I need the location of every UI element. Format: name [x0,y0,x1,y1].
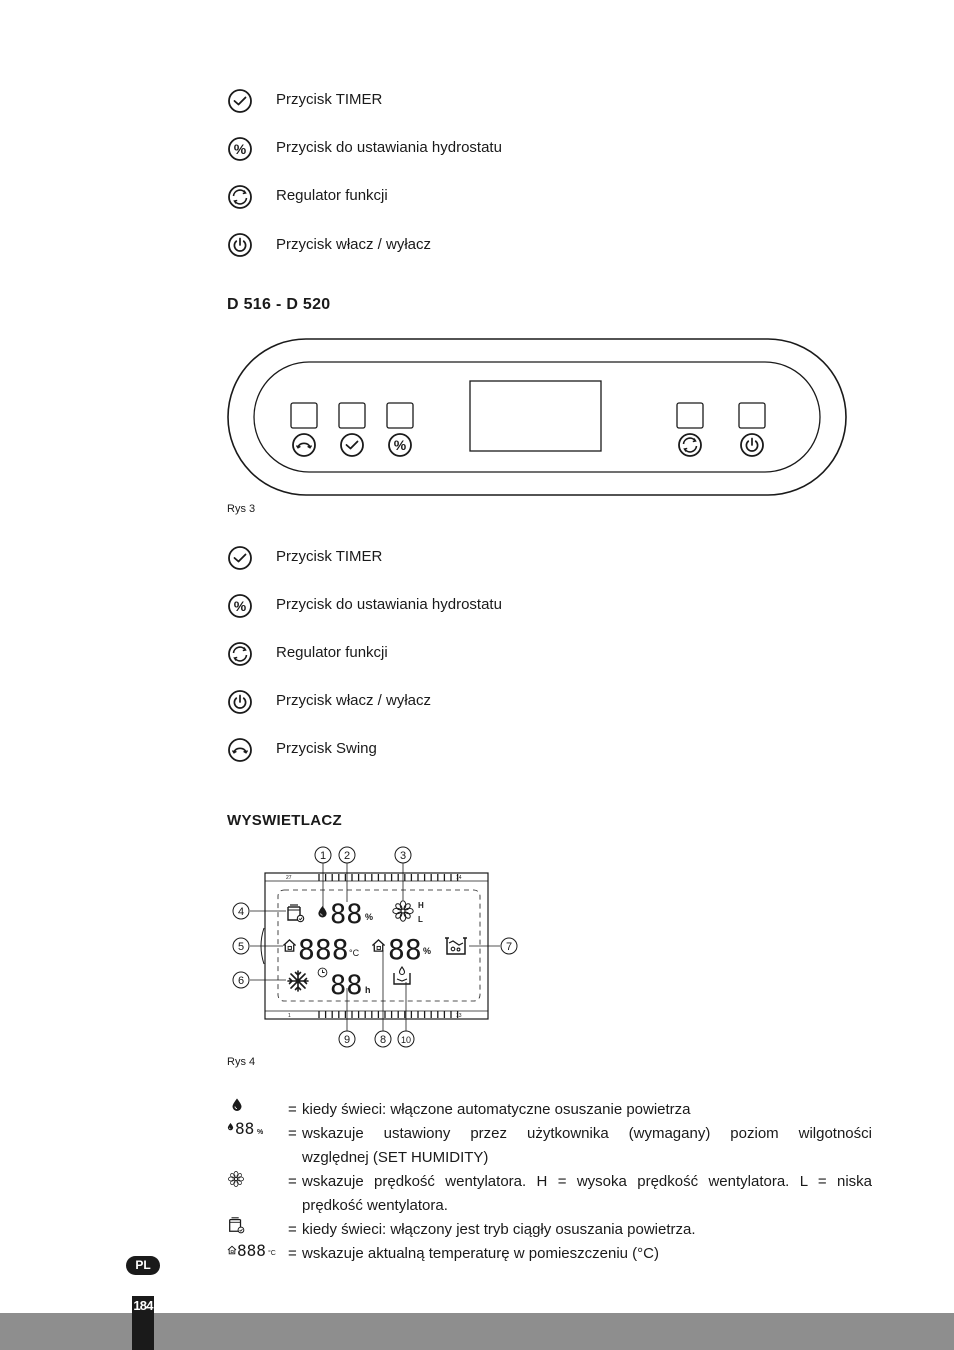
room-temp-digits-icon [227,1240,279,1260]
tank-full-icon [445,938,467,954]
lcd-display-diagram [226,840,526,1055]
callout-5: 5 [237,941,245,953]
drain-icon [394,967,410,984]
power-icon [741,434,763,456]
timer-icon [227,88,253,114]
fan-low-label: L [418,915,423,924]
swing-icon [227,737,253,763]
figure-caption: Rys 4 [227,1056,256,1068]
display-heading: WYSWIETLACZ [227,812,342,829]
legend-eq: = [288,1125,297,1142]
fan-icon [227,1170,245,1188]
legend-line: kiedy świeci: włączony jest tryb ciągły osuszania powietrza. [302,1221,696,1238]
humidity-digits: 88 [330,899,363,930]
svg-text:°C: °C [268,1250,276,1257]
svg-text:888: 888 [237,1241,266,1260]
function-icon [227,641,253,667]
swing-icon [293,434,315,456]
list-item-label: Przycisk TIMER [276,548,383,565]
humidity-unit: % [365,912,374,922]
svg-text:88: 88 [235,1119,255,1138]
list-item-label: Przycisk TIMER [276,91,383,108]
callout-2: 2 [343,850,351,862]
timer-unit: h [365,985,371,995]
callout-7: 7 [505,941,513,953]
percent-icon [227,593,253,619]
language-badge: PL [126,1256,160,1275]
power-icon [227,689,253,715]
defrost-icon [288,971,308,991]
list-item-label: Przycisk do ustawiania hydrostatu [276,596,502,613]
timer-key [339,403,365,428]
room-humidity-icon [372,940,384,951]
page-number: 184 [133,1298,153,1313]
list-item-label: Regulator funkcji [276,187,388,204]
list-item-label: Przycisk Swing [276,740,377,757]
legend-line: wskazuje prędkość wentylatora. H = wysoka prędkość wentylatora. L = niska [302,1173,872,1190]
callout-4: 4 [237,906,245,918]
callout-3: 3 [399,850,407,862]
power-icon [227,232,253,258]
scale-label: 27 [286,875,292,881]
callout-9: 9 [343,1034,351,1046]
legend-line: wskazuje ustawiony przez użytkownika (wymagany) poziom wilgotności [302,1125,872,1142]
continuous-mode-icon [227,1216,245,1234]
legend-line: kiedy świeci: włączone automatyczne osuszanie powietrza [302,1101,691,1118]
list-item-label: Regulator funkcji [276,644,388,661]
list-item-label: Przycisk włacz / wyłacz [276,236,432,253]
callout-8: 8 [379,1034,387,1046]
percent-icon [227,136,253,162]
timer-icon [341,434,363,456]
model-heading: D 516 - D 520 [227,296,331,313]
room-humidity-unit: % [423,946,432,956]
callout-10: 10 [400,1035,412,1045]
timer-icon [227,545,253,571]
display-window [470,381,601,451]
swing-key [291,403,317,428]
function-key [677,403,703,428]
callout-1: 1 [319,850,327,862]
legend-eq: = [288,1245,297,1262]
clock-icon [318,968,327,977]
continuous-mode-icon [288,905,304,922]
power-key [739,403,765,428]
legend-line: wskazuje aktualną temperaturę w pomieszczeniu (°C) [302,1245,659,1262]
scale-label: 14 [456,875,462,881]
timer-digits: 88 [330,970,363,1001]
control-panel-diagram [226,336,850,500]
humidity-digits-icon [227,1119,267,1139]
drop-icon [231,1097,243,1112]
scale-label: 13 [456,1013,462,1019]
drop-icon [318,906,326,917]
legend-line: prędkość wentylatora. [302,1197,448,1214]
callout-6: 6 [237,975,245,987]
fan-high-label: H [418,901,424,910]
fan-icon [393,901,413,921]
list-item-label: Przycisk do ustawiania hydrostatu [276,139,502,156]
function-icon [227,184,253,210]
figure-caption: Rys 3 [227,503,256,515]
scale-label: 1 [288,1013,291,1019]
room-temp-icon [283,940,295,951]
legend-eq: = [288,1101,297,1118]
svg-text:%: % [257,1129,264,1136]
legend-line: względnej (SET HUMIDITY) [302,1149,489,1166]
percent-icon [389,434,411,456]
function-icon [679,434,701,456]
room-humidity-digits: 88 [388,933,422,966]
temp-digits: 888 [298,933,349,966]
temp-unit: °C [349,948,360,958]
humidity-key [387,403,413,428]
legend-eq: = [288,1173,297,1190]
legend-eq: = [288,1221,297,1238]
list-item-label: Przycisk włacz / wyłacz [276,692,432,709]
